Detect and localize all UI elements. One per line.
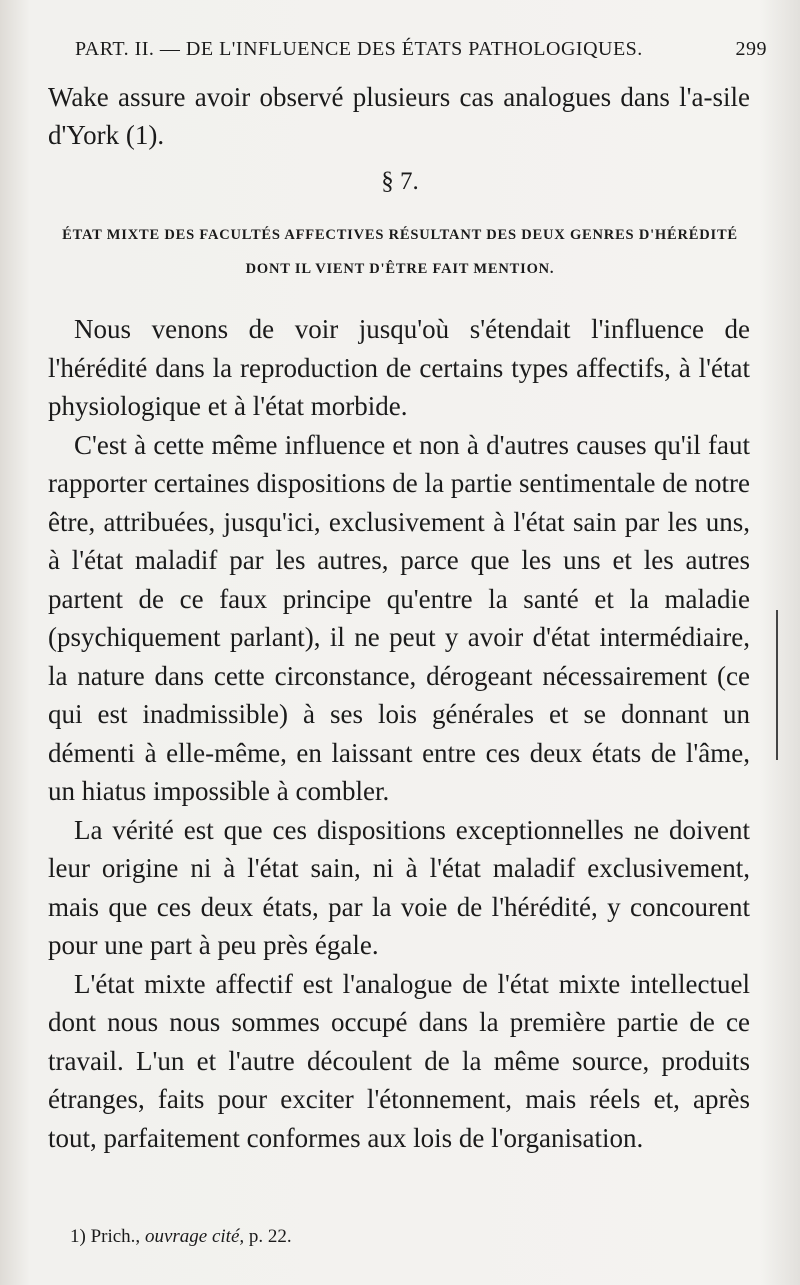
footnote-page: p. 22. (248, 1226, 292, 1247)
footnote-marker: 1) (70, 1226, 86, 1247)
footnote (70, 1226, 292, 1248)
section-title: ÉTAT MIXTE DES FACULTÉS AFFECTIVES RÉSULTANT DES DEUX GENRES D'HÉRÉDITÉ DONT IL VIENT D'ÊTRE FAIT MENTION. (62, 227, 738, 277)
paragraph: C'est à cette même influence et non à d'autres causes qu'il faut rapporter certaines dispositions de la partie sentimentale de notre être, attribuées, jusqu'ici, exclusivement à l'état sain par les uns, à l'état maladif par les autres, parce que les uns et les autres partent de ce faux principe qu'entre la santé et la maladie (psychiquement parlant), il ne peut y avoir d'état intermédiaire, la nature dans cette circonstance, dérogeant nécessairement (ce qui est inadmissible) à ses lois générales et se donnant un démenti à elle-même, en laissant entre ces deux états de l'âme, un hiatus impossible à combler. (48, 429, 750, 806)
margin-mark (776, 610, 778, 760)
footnote-author: Prich., (90, 1226, 141, 1247)
body-text (48, 310, 750, 1157)
paragraph: Nous venons de voir jusqu'où s'étendait l'influence de l'hérédité dans la reproduction de certains types affectifs, à l'état physiologique et à l'état morbide. (48, 314, 750, 421)
paragraph: L'état mixte affectif est l'analogue de l'état mixte intellectuel dont nous nous sommes occupé dans la première partie de ce travail. L'un et l'autre découlent de la même source, produits étranges, faits pour exciter l'étonnement, mais réels et, après tout, parfaitement conformes aux lois de l'organisation. (48, 968, 750, 1153)
section-mark: § 7. (381, 168, 419, 195)
intro-text: Wake assure avoir observé plusieurs cas analogues dans l'a-sile d'York (1). (48, 82, 750, 150)
paragraph: La vérité est que ces dispositions exceptionnelles ne doivent leur origine ni à l'état sain, ni à l'état maladif exclusivement, mais que ces deux états, par la voie de l'hérédité, y concourent pour une part à peu près égale. (48, 814, 750, 960)
running-header (75, 38, 767, 61)
footnote-work: ouvrage cité, (144, 1226, 245, 1247)
running-title: PART. II. — DE L'INFLUENCE DES ÉTATS PATHOLOGIQUES. (75, 38, 643, 60)
page-number: 299 (735, 38, 767, 60)
